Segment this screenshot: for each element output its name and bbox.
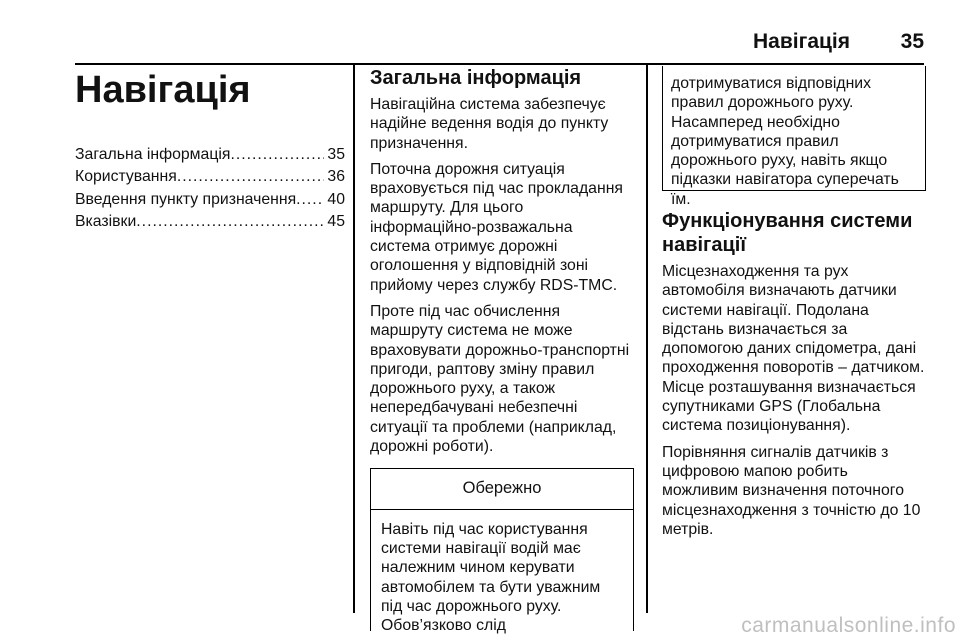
header-rule [75,63,924,65]
caution-header: Обережно [371,469,633,509]
chapter-title: Навігація [75,69,251,111]
toc-entry-label: Загальна інформація [75,146,231,163]
toc-entry[interactable] [75,212,345,231]
toc-entry-label: Вказівки [75,212,137,230]
section-title: Загальна інформація [370,67,582,89]
paragraph: Проте під час обчислення маршруту система не може враховувати дорожньо-транспортні пригоди, раптову зміну правил дорожнього руху, а також непередбачувані небезпечні ситуації та проблеми (наприклад, дорожні роботи). [370,302,630,456]
toc-entry-label: Введення пункту призначення [75,190,297,208]
toc-leader-dots [136,212,324,231]
caution-text: Навіть під час користування системи навігації водій має належним чином керувати автомобілем та бути уважним під час дорожнього руху. Обов’язково слід [381,520,601,635]
toc-leader-dots [296,190,324,209]
paragraph: Поточна дорожня ситуація враховується під час прокладання маршруту. Для цього інформаційно-розважальна система отримує дорожні оголошення у відповідній зоні прийому через службу RDS-TMC. [370,160,623,294]
toc-entry[interactable] [75,190,345,209]
caution-continuation-text: дотримуватися відповідних правил дорожнього руху. Насамперед необхідно дотримуватися правил дорожнього руху, навіть якщо підказки навігатора суперечать їм. [671,75,899,208]
watermark: carmanualsonline.info [741,614,956,637]
running-header-title: Навігація [752,30,850,53]
toc-entry-page: 35 [327,146,345,163]
caution-continuation-box [662,66,926,208]
toc-entry[interactable] [75,145,345,164]
toc-entry-page: 40 [327,190,345,208]
page-number: 35 [900,30,924,53]
column-divider [646,65,648,613]
toc-entry-page: 36 [327,168,345,186]
toc-entry[interactable] [75,167,345,186]
paragraph: Місцезнаходження та рух автомобіля визначають датчики системи навігації. Подолана відстань визначається за допомогою даних спідометра, дані проходження поворотів – датчиком. Місце розташування визначається супутниками GPS (Глобальна система позиціонування). [662,263,925,435]
column-function [662,66,926,546]
column-general [370,66,634,635]
toc-leader-dots [177,167,325,186]
toc-entry-page: 45 [327,212,345,230]
paragraph: Порівняння сигналів датчиків з цифровою мапою робить можливим визначення поточного місцезнаходження з точністю до 10 метрів. [662,443,921,538]
caution-box [370,468,634,635]
column-toc [75,66,345,234]
column-divider [353,65,355,613]
section-title: Функціонування системи навігації [662,210,913,256]
toc-leader-dots [230,145,324,164]
toc-entry-label: Користування [75,168,177,186]
paragraph: Навігаційна система забезпечує надійне ведення водія до пункту призначення. [370,96,609,152]
